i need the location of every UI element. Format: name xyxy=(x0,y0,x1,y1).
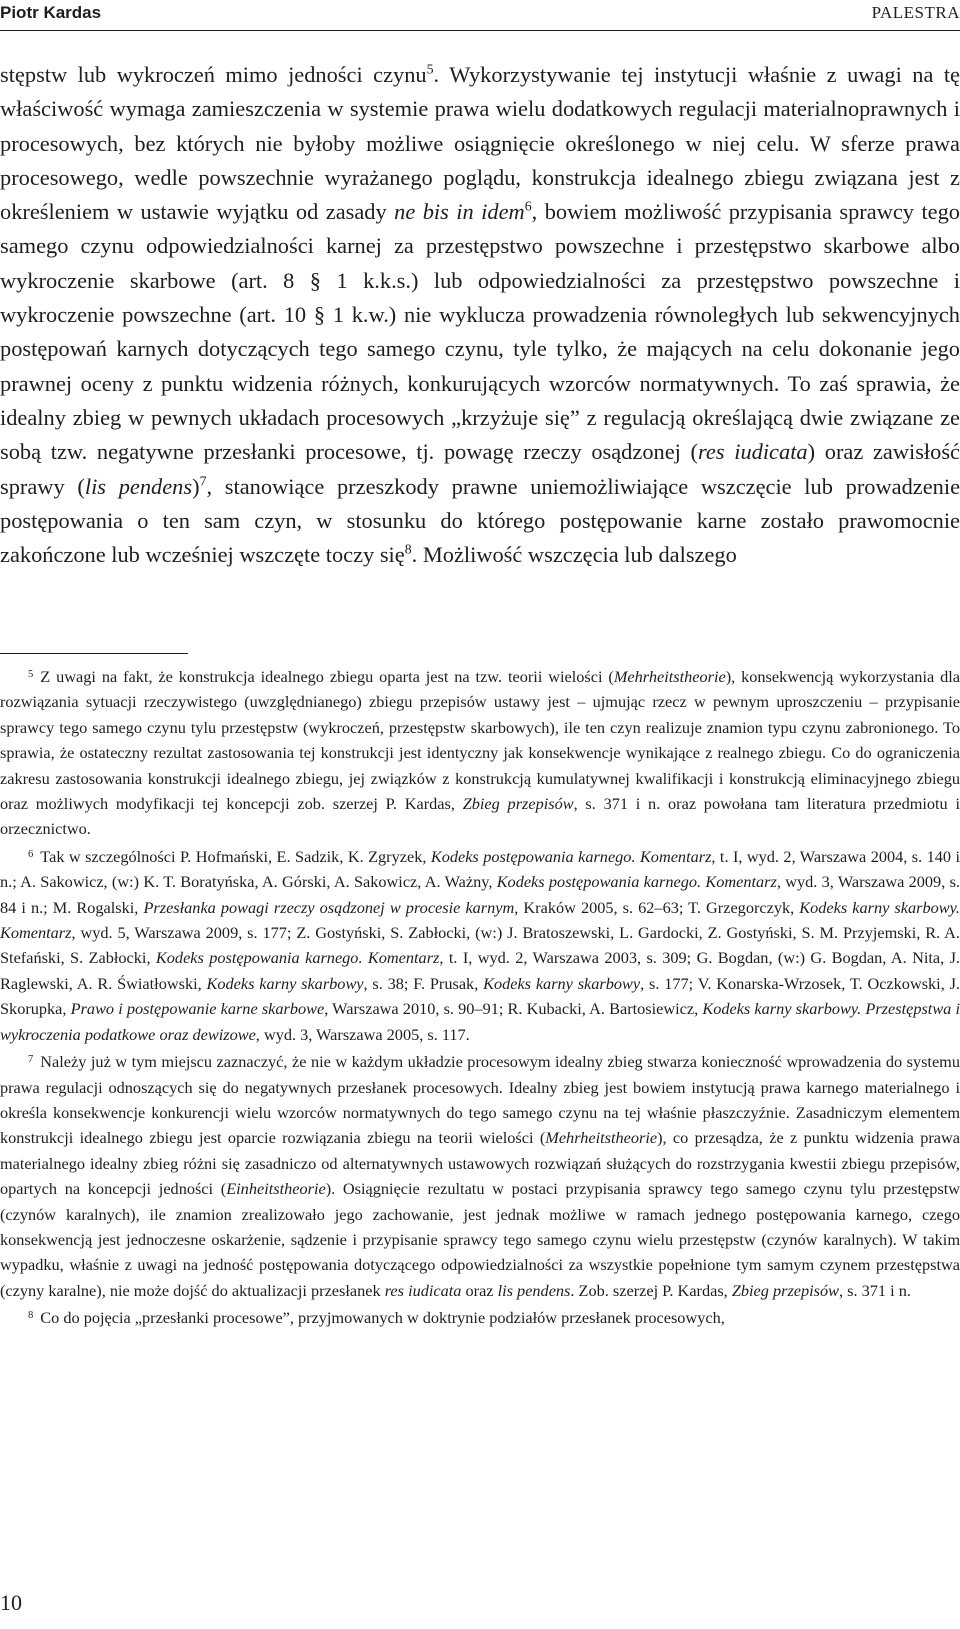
text-run: , s. 371 i n. oraz powołana tam literatura przedmiotu i orzecznictwo. xyxy=(0,794,960,839)
italic-run: Mehrheitstheorie xyxy=(545,1128,658,1148)
footnote-number: 7 xyxy=(28,1054,34,1066)
footnote-ref-8: 8 xyxy=(404,542,412,558)
text-run: , s. 38; F. Prusak, xyxy=(363,973,484,993)
italic-run: Kodeks karny skarbowy. Komentarz xyxy=(0,897,960,943)
italic-run: res iudicata xyxy=(384,1280,462,1300)
main-paragraph xyxy=(0,58,960,572)
footnotes xyxy=(0,664,960,1333)
text-run: , s. 177; V. Konarska-Wrzosek, T. Oczkowski, J. Skorupka, xyxy=(0,973,960,1019)
italic-run: Prawo i postępowanie karne skarbowe xyxy=(70,999,325,1019)
page-number: 10 xyxy=(0,1590,22,1615)
text-run: ), konsekwencją wykorzystania dla rozwiązania sytuacji rzeczywistego (uwzględnianego) zbiegu przepisów ustawy jest – ujmując rzecz w pewnym uproszczeniu – przypisanie sprawcy tego samego czynu tylu przestępstw (wykroczeń, przestępstw skarbowych), ile ten czyn realizuje znamion typu czynu zabronionego. To sprawia, że ostateczny rezultat zastosowania tej konstrukcji jest identyczny jak konsekwencje wynikające z realnego zbiegu. Co do ograniczenia zakresu zastosowania konstrukcji idealnego zbiegu, jej związków z konstrukcją kumulatywnej kwalifikacji i konstrukcją eliminacyjnego zbiegu oraz możliwych modyfikacji tej koncepcji zob. szerzej P. Kardas, xyxy=(0,667,960,814)
text-run: ), co przesądza, że z punktu widzenia prawa materialnego idealny zbieg różni się zasadniczo od alternatywnych ustawowych rozwiązań służących do rozstrzygania kwestii zbiegu przepisów, opartych na koncepcji jedności ( xyxy=(0,1128,960,1199)
italic-run: Kodeks postępowania karnego. Komentarz xyxy=(155,948,440,968)
text-run: , s. 371 i n. xyxy=(839,1280,911,1300)
header-journal: PALESTRA xyxy=(871,3,960,22)
italic-run: Kodeks karny skarbowy. Przestępstwa i wykroczenia podatkowe oraz dewizowe xyxy=(0,999,960,1044)
text-run: , bowiem możliwość przypisania sprawcy tego samego czynu odpowiedzialności karnej za przestępstwo powszechne i przestępstwo skarbowe albo wykroczenie skarbowe (art. 8 § 1 k.k.s.) lub odpowiedzialności za przestępstwo powszechne i wykroczenie powszechne (art. 10 § 1 k.w.) nie wyklucza prowadzenia równoległych lub sekwencyjnych postępowań karnych dotyczących tego samego czynu, tyle tylko, że mających na celu dokonanie jego prawnej oceny z punktu widzenia różnych, konkurujących wzorców normatywnych. To zaś sprawia, że idealny zbieg w pewnych układach procesowych „krzyżuje się” z regulacją określającą dwie związane ze sobą tzw. negatywne przesłanki procesowe, tj. powagę rzeczy osądzonej ( xyxy=(0,199,960,465)
footnote-6 xyxy=(0,844,960,1047)
text-run: oraz xyxy=(461,1280,498,1300)
italic-run: Kodeks postępowania karnego. Komentarz xyxy=(496,872,777,892)
footnote-ref-7: 7 xyxy=(199,474,207,490)
text-run: Co do pojęcia „przesłanki procesowe”, przyjmowanych w doktrynie podziałów przesłanek procesowych, xyxy=(40,1308,725,1328)
italic-run: Kodeks postępowania karnego. Komentarz xyxy=(430,846,712,866)
text-run: . Możliwość wszczęcia lub dalszego xyxy=(411,542,737,568)
text-run: , wyd. 5, Warszawa 2009, s. 177; Z. Gostyński, S. Zabłocki, (w:) J. Bratoszewski, L. Gardocki, Z. Gostyński, S. M. Przyjemski, R. A. Stefański, S. Zabłocki, xyxy=(0,923,960,968)
text-run: Z uwagi na fakt, że konstrukcja idealnego zbiegu oparta jest na tzw. teorii wielości ( xyxy=(40,667,614,686)
italic-run: Zbieg przepisów xyxy=(462,794,574,814)
footnote-number: 8 xyxy=(28,1310,34,1322)
text-run: , t. I, wyd. 2, Warszawa 2003, s. 309; G. Bogdan, (w:) G. Bogdan, A. Nita, J. Raglewski, A. R. Światłowski, xyxy=(0,948,960,993)
text-run: , wyd. 3, Warszawa 2009, s. 84 i n.; M. Rogalski, xyxy=(0,872,960,917)
footnote-7 xyxy=(0,1049,960,1303)
footnote-number: 5 xyxy=(28,669,34,681)
latin-term: res iudicata xyxy=(698,439,808,465)
text-run: ). Osiągnięcie rezultatu w postaci przypisania sprawcy tego samego czynu tylu przestępstw (czynów karalnych), ile znamion zrealizowało jego zachowanie, jest jednak możliwe w ramach jednego postępowania karnego, czego konsekwencją jest jednoczesne oskarżenie, sądzenie i przypisanie sprawcy tego samego czynu wielu przestępstw (czynów karalnych). W takim wypadku, właśnie z uwagi na jedność postępowania dotyczącego odpowiedzialności za wszystkie popełnione tym samym czynem przestępstwa (czyny karalne), nie może dojść do aktualizacji przesłanek xyxy=(0,1179,960,1300)
italic-run: Kodeks karny skarbowy xyxy=(483,973,641,993)
italic-run: Zbieg przepisów xyxy=(731,1280,840,1300)
text-run: , wyd. 3, Warszawa 2005, s. 117. xyxy=(255,1024,470,1044)
text-run: . Wykorzystywanie tej instytucji właśnie z uwagi na tę właściwość wymaga zamieszczenia w systemie prawa wielu dodatkowych regulacji materialnoprawnych i procesowych, bez których nie byłoby możliwe osiągnięcie określonego w niej celu. W sferze prawa procesowego, wedle powszechnie wyrażanego poglądu, konstrukcja idealnego zbiegu związana jest z określeniem w ustawie wyjątku od zasady xyxy=(0,62,960,225)
italic-run: Einheitstheorie xyxy=(226,1179,326,1199)
footnote-8 xyxy=(0,1305,960,1330)
italic-run: lis pendens xyxy=(497,1280,571,1300)
text-run: . Zob. szerzej P. Kardas, xyxy=(570,1280,732,1300)
footnote-separator xyxy=(0,653,188,654)
latin-term: lis pendens xyxy=(84,473,193,499)
text-run: ) oraz zawisłość sprawy ( xyxy=(0,439,960,499)
italic-run: Mehrheitstheorie xyxy=(613,667,726,686)
text-run: , Kraków 2005, s. 62–63; T. Grzegorczyk, xyxy=(514,897,800,917)
text-run: , t. I, wyd. 2, Warszawa 2004, s. 140 i n.; A. Sakowicz, (w:) K. T. Boratyńska, A. Górski, A. Sakowicz, A. Ważny, xyxy=(0,846,960,892)
latin-term: ne bis in idem xyxy=(394,199,525,225)
footnote-ref-6: 6 xyxy=(524,199,532,215)
footnote-number: 6 xyxy=(28,849,34,861)
footnote-5 xyxy=(0,664,960,842)
text-run: , stanowiące przeszkody prawne uniemożliwiające wszczęcie lub prowadzenie postępowania o ten sam czyn, w stosunku do którego postępowanie karne zostało prawomocnie zakończone lub wcześniej wszczęte toczy się xyxy=(0,473,960,568)
text-run: Tak w szczególności P. Hofmański, E. Sadzik, K. Zgryzek, xyxy=(40,846,431,866)
header-rule xyxy=(0,30,960,31)
header-author: Piotr Kardas xyxy=(0,3,102,22)
italic-run: Przesłanka powagi rzeczy osądzonej w procesie karnym xyxy=(143,897,515,917)
text-run: , Warszawa 2010, s. 90–91; R. Kubacki, A. Bartosiewicz, xyxy=(324,999,703,1019)
text-run: ) xyxy=(192,473,200,499)
running-header xyxy=(0,0,960,30)
italic-run: Kodeks karny skarbowy xyxy=(206,973,364,993)
text-run: stępstw lub wykroczeń mimo jedności czynu xyxy=(0,62,427,87)
text-run: Należy już w tym miejscu zaznaczyć, że nie w każdym układzie procesowym idealny zbieg stwarza konieczność wprowadzenia do systemu prawa regulacji odnoszących się do negatywnych przesłanek procesowych. Idealny zbieg jest bowiem instytucją prawa karnego materialnego i określa konsekwencje konkurencji wielu wzorców normatywnych do tego samego czynu na tej właśnie płaszczyźnie. Zasadniczym elementem konstrukcji idealnego zbiegu jest oparcie rozwiązania zbiegu na teorii wielości ( xyxy=(0,1052,960,1148)
footnote-ref-5: 5 xyxy=(426,62,434,78)
